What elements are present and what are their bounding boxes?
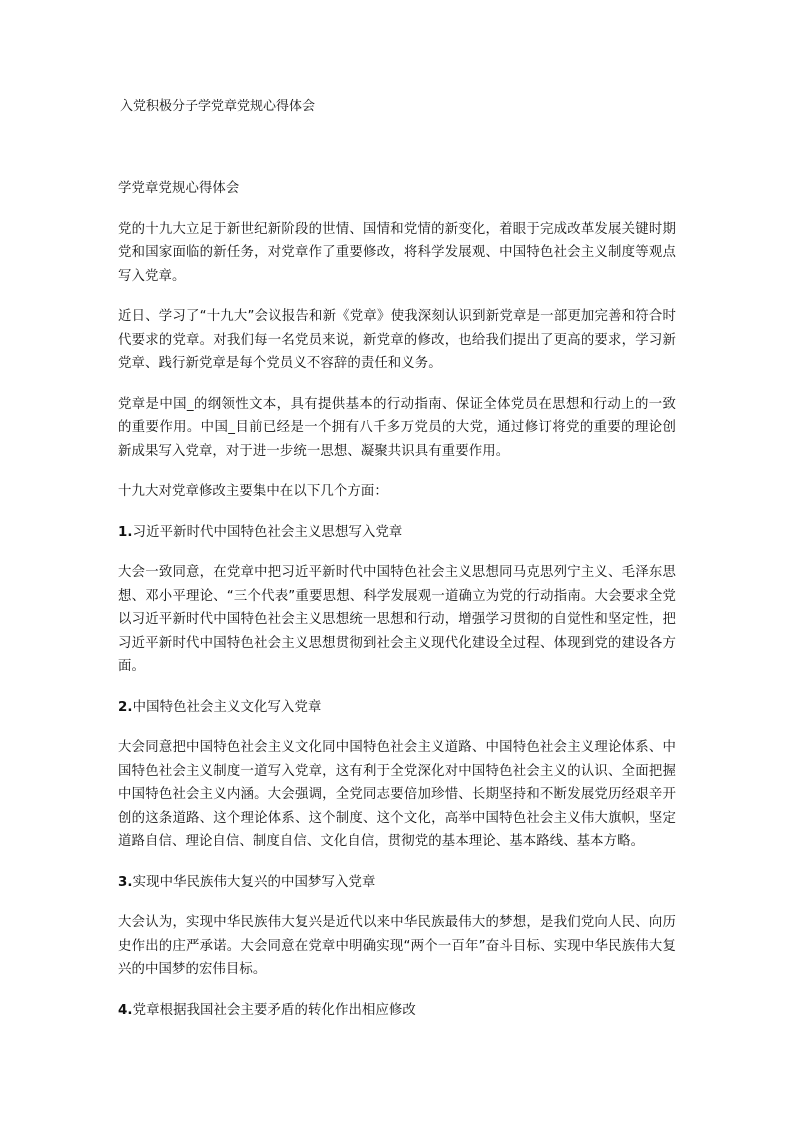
section-heading-text: 党章根据我国社会主要矛盾的转化作出相应修改 bbox=[132, 1002, 416, 1018]
document-title: 入党积极分子学党章党规心得体会 bbox=[120, 99, 316, 114]
intro-paragraph-4: 十九大对党章修改主要集中在以下几个方面： bbox=[118, 484, 388, 499]
section-heading-3 bbox=[118, 871, 676, 895]
section-body-2: 大会同意把中国特色社会主义文化同中国特色社会主义道路、中国特色社会主义理论体系、中国特色社会主义制度一道写入党章，这有利于全党深化对中国特色社会主义的认识、全面把握中国特色社会主义内涵。大会强调，全党同志要倍加珍惜、长期坚持和不断发展党历经艰辛开创的这条道路、这个理论体系、这个制度、这个文化，高举中国特色社会主义伟大旗帜，坚定道路自信、理论自信、制度自信、文化自信，贯彻党的基本理论、基本路线、基本方略。 bbox=[118, 740, 676, 849]
section-body-3: 大会认为，实现中华民族伟大复兴是近代以来中华民族最伟大的梦想，是我们党向人民、向历史作出的庄严承诺。大会同意在党章中明确实现“两个一百年”奋斗目标、实现中华民族伟大复兴的中国梦的宏伟目标。 bbox=[118, 915, 676, 977]
intro-paragraph-3: 党章是中国_的纲领性文本，具有提供基本的行动指南、保证全体党员在思想和行动上的一致的重要作用。中国_目前已经是一个拥有八千多万党员的大党，通过修订将党的重要的理论创新成果写入党章，对于进一步统一思想、凝聚共识具有重要作用。 bbox=[118, 396, 676, 459]
section-heading-2 bbox=[118, 696, 676, 720]
section-number: 3. bbox=[118, 874, 133, 890]
intro-paragraph-1: 党的十九大立足于新世纪新阶段的世情、国情和党情的新变化，着眼于完成改革发展关键时期党和国家面临的新任务，对党章作了重要修改，将科学发展观、中国特色社会主义制度等观点写入党章。 bbox=[118, 221, 676, 284]
intro-paragraph-2: 近日、学习了“十九大”会议报告和新《党章》使我深刻认识到新党章是一部更加完善和符合时代要求的党章。对我们每一名党员来说，新党章的修改，也给我们提出了更高的要求，学习新党章、践行新党章是每个党员义不容辞的责任和义务。 bbox=[118, 309, 676, 371]
section-heading-text: 习近平新时代中国特色社会主义思想写入党章 bbox=[132, 524, 403, 540]
section-body-1: 大会一致同意，在党章中把习近平新时代中国特色社会主义思想同马克思列宁主义、毛泽东思想、邓小平理论、“三个代表”重要思想、科学发展观一道确立为党的行动指南。大会要求全党以习近平新时代中国特色社会主义思想统一思想和行动，增强学习贯彻的自觉性和坚定性，把习近平新时代中国特色社会主义思想贯彻到社会主义现代化建设全过程、体现到党的建设各方面。 bbox=[118, 565, 676, 674]
section-heading-text: 中国特色社会主义文化写入党章 bbox=[132, 699, 322, 715]
document-body bbox=[118, 177, 676, 1039]
section-number: 2. bbox=[118, 699, 133, 715]
section-heading-4 bbox=[118, 999, 676, 1023]
section-heading-1 bbox=[118, 521, 676, 545]
section-number: 1. bbox=[118, 524, 133, 540]
section-number: 4. bbox=[118, 1002, 133, 1018]
section-subtitle: 学党章党规心得体会 bbox=[118, 181, 240, 196]
section-heading-text: 实现中华民族伟大复兴的中国梦写入党章 bbox=[132, 874, 376, 890]
